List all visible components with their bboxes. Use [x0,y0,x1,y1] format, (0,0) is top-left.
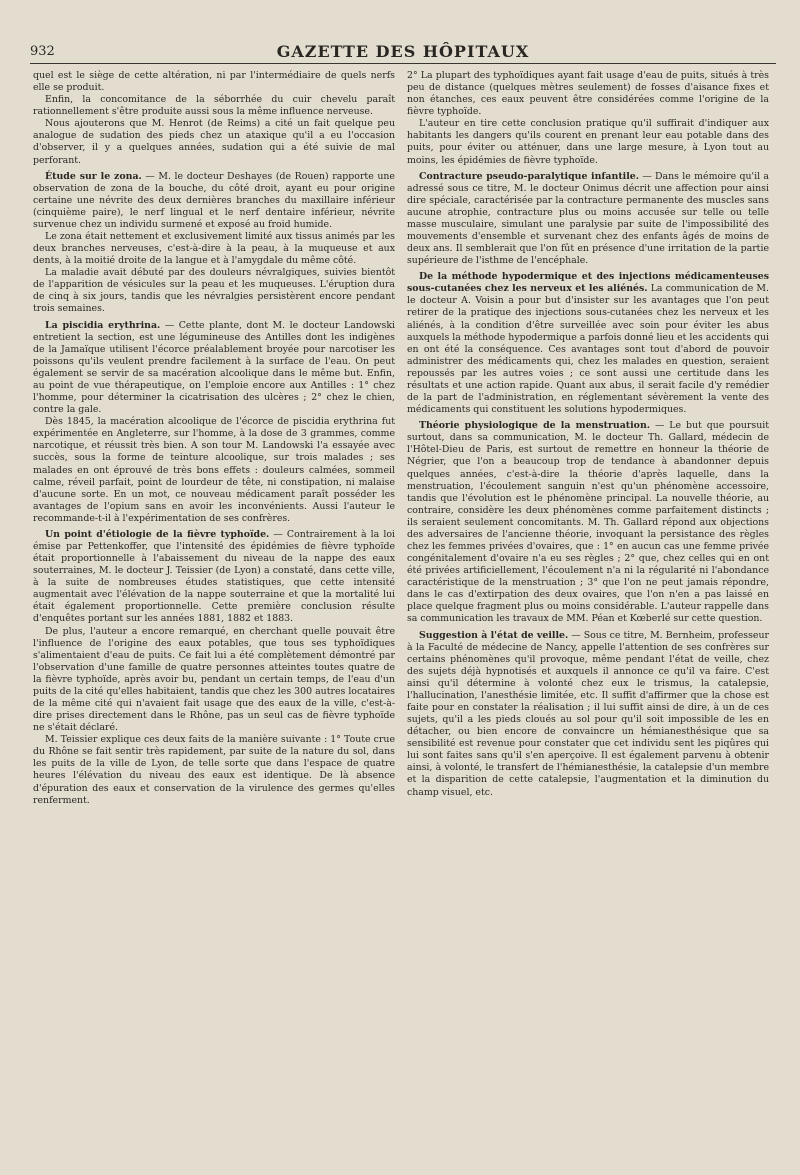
body-paragraph [33,267,395,315]
page-number: 932 [30,44,55,59]
paragraph-text: Enfin, la concomitance de la séborrhée du cuir chevelu paraît rationnellement s'être produite aussi sous la même influence nerveuse. [33,94,395,118]
header-rule [30,63,776,64]
article-paragraph [33,529,395,626]
body-paragraph [33,70,395,94]
article-paragraph [33,320,395,417]
body-paragraph [407,118,769,166]
article-rubric: La piscidia erythrina. [45,319,161,331]
paragraph-text: La maladie avait débuté par des douleurs névralgiques, suivies bientôt de l'apparition de vésicules sur la peau et les muqueuses. L'éruption dura de cinq à six jours, tandis que les névralgies persistèrent encore pendant trois semaines. [33,267,395,315]
paragraph-text: Le zona était nettement et exclusivement limité aux tissus animés par les deux branches nerveuses, c'est-à-dire à la peau, à la muqueuse et aux dents, à la moitié droite de la langue et à l'amygdale du même côté. [33,231,395,267]
paragraph-text: quel est le siège de cette altération, ni par l'intermédiaire de quels nerfs elle se produit. [33,70,395,94]
paragraph-text: — Contrairement à la loi émise par Pettenkoffer, que l'intensité des épidémies de fièvre typhoïde était proportionnelle à l'abaissement du niveau de la nappe des eaux souterraines, M. le docteur J. Teissier (de Lyon) a constaté, dans cette ville, à la suite de nombreuses études statistiques, que cette intensité augmentait avec l'élévation de la nappe souterraine et que la mortalité lui était également proportionnelle. Cette première conclusion résulte d'enquêtes portant sur les années 1881, 1882 et 1883. [33,528,395,625]
paragraph-text: Dès 1845, la macération alcoolique de l'écorce de piscidia erythrina fut expérimentée en Angleterre, sur l'homme, à la dose de 3 grammes, comme narcotique, et réussit très bien. A son tour M. Landowski l'a essayée avec succès, sous la forme de teinture alcoolique, sur trois malades ; ses malades en ont éprouvé de très bons effets : douleurs calmées, sommeil calme, réveil parfait, point de lourdeur de tête, ni constipation, ni malaise d'aucune sorte. En un mot, ce nouveau médicament paraît posséder les avantages de l'opium sans en avoir les inconvénients. Aussi l'auteur le recommande-t-il à l'expérimentation de ses confrères. [33,416,395,524]
body-paragraph [33,626,395,735]
paragraph-text: L'auteur en tire cette conclusion pratique qu'il suffirait d'indiquer aux habitants les dangers qu'ils courent en prenant leur eau potable dans des puits, pour éviter ou atténuer, dans une large mesure, à Lyon tout au moins, les épidémies de fièvre typhoïde. [407,118,769,166]
left-column [33,70,395,807]
article-paragraph [407,630,769,799]
paragraph-text: Nous ajouterons que M. Henrot (de Reims) a cité un fait quelque peu analogue de sudation des pieds chez un ataxique qu'il a eu l'occasion d'observer, il y a quelques années, sudation qui a été suivie de mal perforant. [33,118,395,166]
article-paragraph [33,171,395,231]
body-paragraph [33,94,395,118]
right-column [407,70,769,799]
article-paragraph [407,271,769,416]
paragraph-text: — M. le docteur Deshayes (de Rouen) rapporte une observation de zona de la bouche, du côté droit, ayant eu pour origine certaine une névrite des deux dernières branches du maxillaire inférieur (cinquième paire), le nerf lingual et le nerf dentaire inférieur, névrite survenue chez un individu surmené et exposé au froid humide. [33,170,395,230]
body-paragraph [33,231,395,267]
article-rubric: Suggestion à l'état de veille. [419,629,569,641]
article-paragraph [407,420,769,625]
paragraph-text: — Dans le mémoire qu'il a adressé sous ce titre, M. le docteur Onimus décrit une affection pour ainsi dire spéciale, caractérisée par la contracture permanente des muscles sans aucune atrophie, contracture plus ou moins accusée sur telle ou telle masse musculaire, simulant une paralysie par suite de l'impossibilité des mouvements d'ensemble et survenant chez des enfants âgés de moins de deux ans. Il semblerait que l'on fût en présence d'une irritation de la partie supérieure de l'isthme de l'encéphale. [407,170,769,267]
body-paragraph [407,70,769,118]
body-paragraph [33,734,395,806]
body-paragraph [33,416,395,525]
article-rubric: De la méthode hypodermique et des injections médicamenteuses sous-cutanées chez les nerveux et les aliénés. [407,271,769,295]
paragraph-text: De plus, l'auteur a encore remarqué, en cherchant quelle pouvait être l'influence de l'origine des eaux potables, que tous ses typhoïdiques s'alimentaient d'eau de puits. Ce fait lui a été complètement démontré par l'observation d'une famille de quatre personnes atteintes toutes quatre de la fièvre typhoïde, après avoir bu, pendant un certain temps, de l'eau d'un puits de la cité qu'elles habitaient, tandis que chez les 300 autres locataires de la même cité qui n'avaient fait usage que des eaux de la ville, c'est-à-dire prises directement dans le Rhône, pas un seul cas de fièvre typhoïde ne s'était déclaré. [33,625,395,734]
paragraph-text: La communication de M. le docteur A. Voisin a pour but d'insister sur les avantages que l'on peut retirer de la pratique des injections sous-cutanées chez les nerveux et les aliénés, à la condition d'être surveillée avec soin pour éviter les abus auxquels la méthode hypodermique a parfois donné lieu et les accidents qui en ont été la conséquence. Ces avantages sont tout d'abord de pouvoir administrer des médicaments qui, chez les malades en question, seraient repoussés par les autres voies ; ce sont aussi une certitude dans les résultats et une action rapide. Quant aux abus, il serait facile d'y remédier de la part de l'administration, en réglementant sévèrement la vente des médicaments qui constituent les solutions hypodermiques. [407,283,770,416]
paragraph-text: 2° La plupart des typhoïdiques ayant fait usage d'eau de puits, situés à très peu de distance (quelques mètres seulement) de fosses d'aisance fixes et non étanches, ces eaux peuvent être considérées comme l'origine de la fièvre typhoïde. [407,70,769,118]
article-rubric: Un point d'étiologie de la fièvre typhoïde. [45,528,270,540]
article-paragraph [407,171,769,268]
article-rubric: Étude sur le zona. [45,170,142,182]
paragraph-text: — Le but que poursuit surtout, dans sa communication, M. le docteur Th. Gallard, médecin de l'Hôtel-Dieu de Paris, est surtout de remettre en honneur la théorie de Négrier, que l'on a beaucoup trop de tendance à abandonner depuis quelques années, c'est-à-dire la théorie d'après laquelle, dans la menstruation, l'écoulement sanguin n'est qu'un phénomène accessoire, tandis que l'évolution est le phénomène principal. La nouvelle théorie, au contraire, considère les deux phénomènes comme parfaitement distincts ; ils seraient seulement concomitants. M. Th. Gallard répond aux objections des adversaires de l'ancienne théorie, invoquant la persistance des règles chez les femmes privées d'ovaires, que : 1° en aucun cas une femme privée congénitalement d'ovaire n'a eu ses règles ; 2° que, chez celles qui en ont été privées artificiellement, l'écoulement n'a ni la régularité ni l'abondance caractéristique de la menstruation ; 3° que l'on ne peut jamais répondre, dans le cas d'extirpation des deux ovaires, que l'on n'en a pas laissé en place quelque fragment plus ou moins considérable. L'auteur rappelle dans sa communication les travaux de MM. Péan et Kœberlé sur cette question. [407,420,769,625]
paragraph-text: M. Teissier explique ces deux faits de la manière suivante : 1° Toute crue du Rhône se fait sentir très rapidement, par suite de la nature du sol, dans les puits de la ville de Lyon, de telle sorte que dans l'espace de quatre heures l'élévation du niveau des eaux est identique. De là absence d'épuration des eaux et conservation de la virulence des germes qu'elles renferment. [33,734,395,806]
paragraph-text: — Sous ce titre, M. Bernheim, professeur à la Faculté de médecine de Nancy, appelle l'attention de ses confrères sur certains phénomènes qu'il provoque, même pendant l'état de veille, chez des sujets déjà hypnotisés et auxquels il annonce ce qu'il va faire. C'est ainsi qu'il détermine à volonté chez eux le trismus, la catalepsie, l'hallucination, l'anesthésie limitée, etc. Il suffit d'affirmer que la chose est faite pour en constater la réalisation ; il lui suffit ainsi de dire, à un de ces sujets, qu'il a les pieds cloués au sol pour qu'il soit impossible de les en détacher, ou bien encore de convaincre un hémianesthésique que sa sensibilité est revenue pour constater que cet individu sent les piqûres qui lui sont faites sans qu'il s'en aperçoive. Il est également parvenu à obtenir ainsi, à volonté, le transfert de l'hémianesthésie, la catalepsie d'un membre et la disparition de cette catalepsie, l'augmentation et la diminution du champ visuel, etc. [407,629,769,798]
paragraph-text: — Cette plante, dont M. le docteur Landowski entretient la section, est une légumineuse des Antilles dont les indigènes de la Jamaïque utilisent l'écorce préalablement broyée pour narcotiser les poissons qu'ils veulent prendre facilement à la surface de l'eau. On peut également se servir de sa macération alcoolique dans le même but. Enfin, au point de vue thérapeutique, on l'emploie encore aux Antilles : 1° chez l'homme, pour déterminer la cicatrisation des ulcères ; 2° chez le chien, contre la gale. [33,319,396,416]
page-header [30,36,776,64]
article-rubric: Contracture pseudo-paralytique infantile. [419,170,640,182]
body-paragraph [33,118,395,166]
page-title: GAZETTE DES HÔPITAUX [276,42,530,61]
article-rubric: Théorie physiologique de la menstruation. [419,420,651,432]
